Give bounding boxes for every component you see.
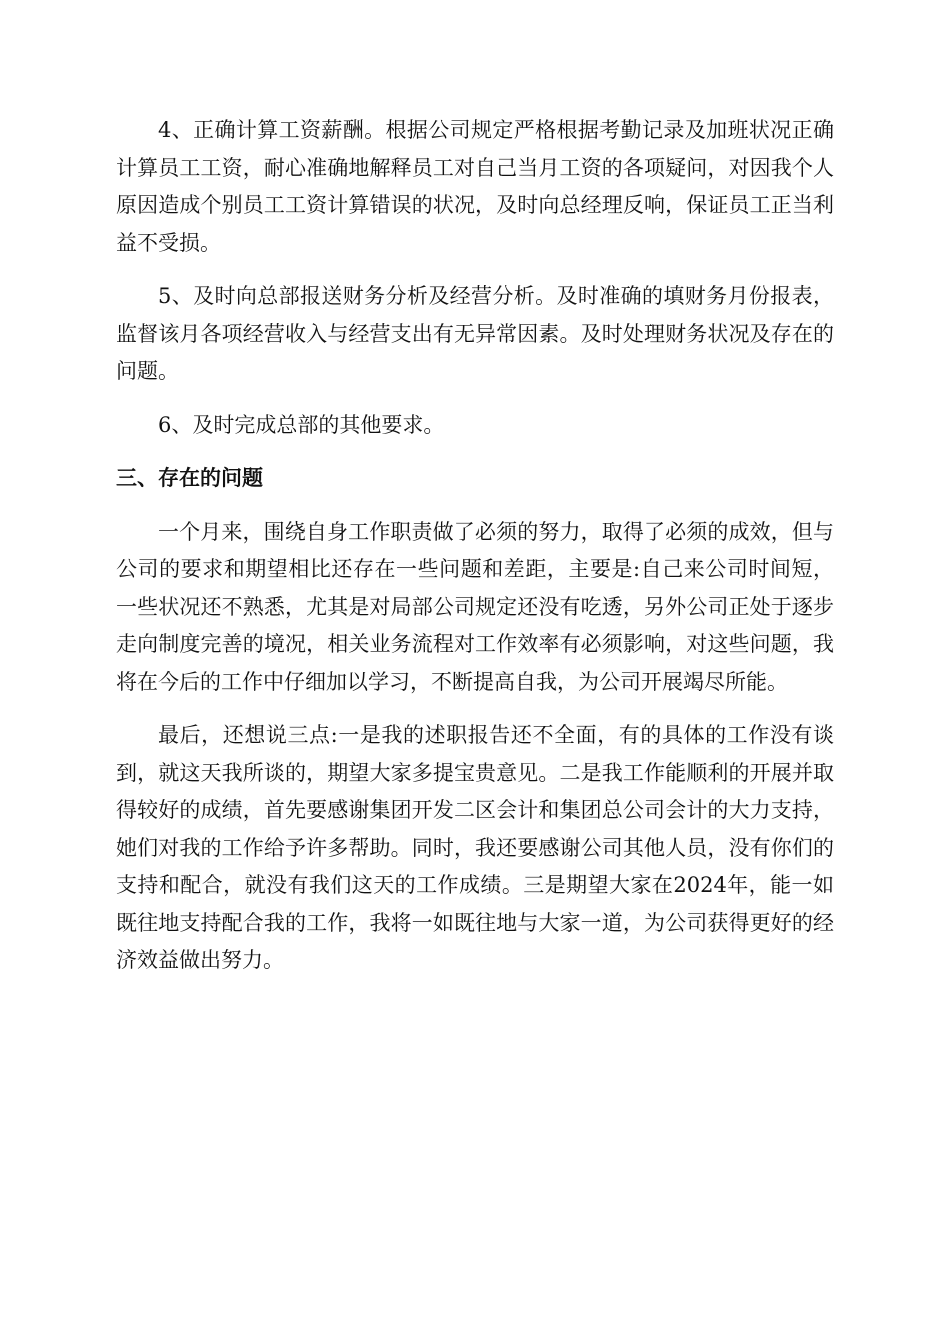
paragraph-item-5: 5、及时向总部报送财务分析及经营分析。及时准确的填财务月份报表，监督该月各项经营收入与经营支出有无异常因素。及时处理财务状况及存在的问题。 [116,284,834,383]
paragraph-problems: 一个月来，围绕自身工作职责做了必须的努力，取得了必须的成效，但与公司的要求和期望相比还存在一些问题和差距，主要是:自己来公司时间短，一些状况还不熟悉，尤其是对局部公司规定还没有吃透，另外公司正处于逐步走向制度完善的境况，相关业务流程对工作效率有必须影响，对这些问题，我将在今后的工作中仔细加以学习，不断提高自我，为公司开展竭尽所能。 [116,519,834,694]
document-body [116,112,834,996]
paragraph-item-4: 4、正确计算工资薪酬。根据公司规定严格根据考勤记录及加班状况正确计算员工工资，耐心准确地解释员工对自己当月工资的各项疑问，对因我个人原因造成个别员工工资计算错误的状况，及时向总经理反响，保证员工正当利益不受损。 [116,118,834,255]
section-heading: 三、存在的问题 [116,466,263,490]
paragraph-closing: 最后，还想说三点:一是我的述职报告还不全面，有的具体的工作没有谈到，就这天我所谈的，期望大家多提宝贵意见。二是我工作能顺利的开展并取得较好的成绩，首先要感谢集团开发二区会计和集团总公司会计的大力支持，她们对我的工作给予许多帮助。同时，我还要感谢公司其他人员，没有你们的支持和配合，就没有我们这天的工作成绩。三是期望大家在2024年，能一如既往地支持配合我的工作，我将一如既往地与大家一道，为公司获得更好的经济效益做出努力。 [116,723,834,972]
paragraph-item-6: 6、及时完成总部的其他要求。 [158,412,445,437]
